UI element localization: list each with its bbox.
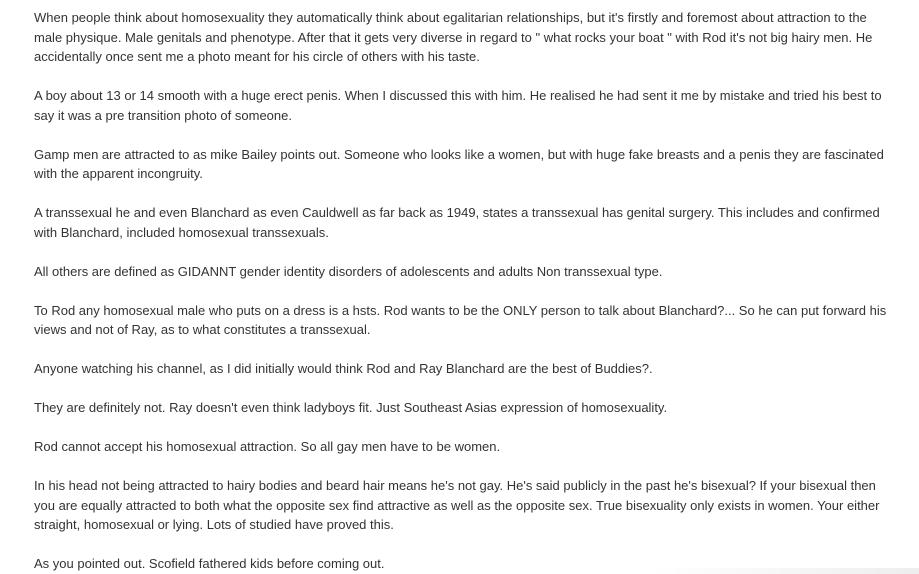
paragraph-8: They are definitely not. Ray doesn't even think ladyboys fit. Just Southeast Asias expression of homosexuality.	[34, 400, 668, 415]
paragraph-6: To Rod any homosexual male who puts on a dress is a hsts. Rod wants to be the ONLY person to talk about Blanchard?... So he can put forward his views and not of Ray, as to what constitutes a transsexual.	[34, 302, 887, 337]
paragraph-11: As you pointed out. Scofield fathered kids before coming out.	[34, 556, 385, 571]
bottom-edge-shadow	[649, 568, 919, 574]
paragraph-10: In his head not being attracted to hairy bodies and beard hair means he's not gay. He's said publicly in the past he's bisexual? If your bisexual then you are equally attracted to both what the opposite sex find attractive as well as the opposite sex. True bisexuality only exists in women. Your either straight, homosexual or lying. Lots of studied have proved this.	[34, 478, 880, 532]
paragraph-4: A transsexual he and even Blanchard as even Cauldwell as far back as 1949, states a transsexual has genital surgery. This includes and confirmed with Blanchard, included homosexual transsexuals.	[34, 205, 880, 240]
paragraph-3: Gamp men are attracted to as mike Bailey points out. Someone who looks like a women, but with huge fake breasts and a penis they are fascinated with the apparent incongruity.	[34, 146, 884, 181]
paragraph-5: All others are defined as GIDANNT gender identity disorders of adolescents and adults Non transsexual type.	[34, 263, 663, 279]
paragraph-1: When people think about homosexuality they automatically think about egalitarian relationships, but it's firstly and foremost about attraction to the male physique. Male genitals and phenotype. After that it gets very diverse in regard to " what rocks your boat " with Rod it's not big hairy men. He accidentally once sent me a photo meant for his circle of others with his taste.	[34, 10, 873, 64]
paragraph-7: Anyone watching his channel, as I did initially would think Rod and Ray Blanchard are the best of Buddies?.	[34, 361, 653, 376]
paragraph-9: Rod cannot accept his homosexual attraction. So all gay men have to be women.	[34, 439, 501, 454]
paragraph-2: A boy about 13 or 14 smooth with a huge erect penis. When I discussed this with him. He realised he had sent it me by mistake and tried his best to say it was a pre transition photo of someone.	[34, 88, 882, 123]
comment-body	[34, 8, 896, 574]
